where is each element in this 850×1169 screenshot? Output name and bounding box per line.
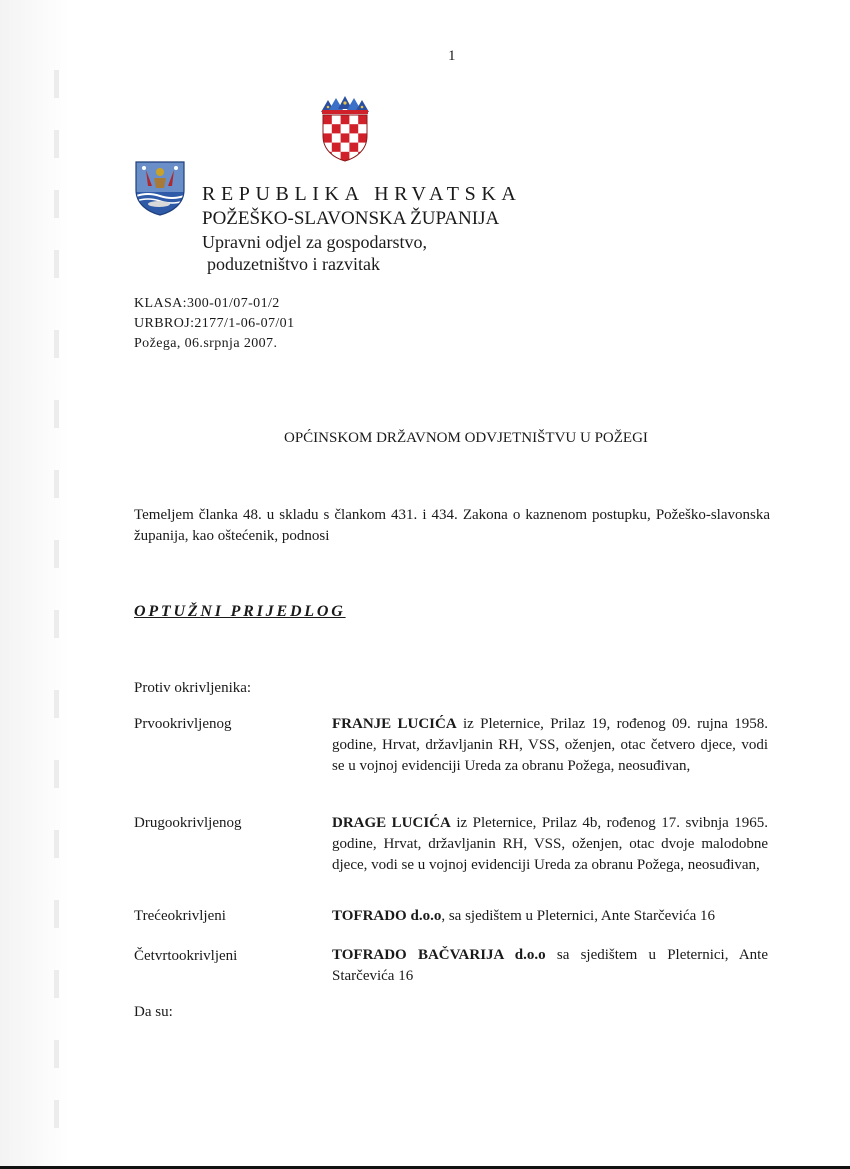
defendant-description-4 [332,945,768,987]
defendant-name-2: DRAGE LUCIĆA [332,815,451,831]
republic-heading: REPUBLIKA HRVATSKA [202,183,522,205]
urbroj-reference: URBROJ:2177/1-06-07/01 [134,316,295,331]
county-heading: POŽEŠKO-SLAVONSKA ŽUPANIJA [202,208,500,229]
defendant-description-3 [332,906,768,927]
department-line-2: poduzetništvo i razvitak [207,254,380,274]
defendant-details-1: iz Pleternice, Prilaz 19, rođenog 09. rujna 1958. godine, Hrvat, državljanin RH, VSS, oženjen, otac četvero djece, vodi se u vojnoj evidenciji Ureda za obranu Požega, neosuđivan, [332,716,769,774]
page-number: 1 [448,48,456,64]
klasa-reference: KLASA:300-01/07-01/2 [134,296,280,311]
closing-label: Da su: [134,1004,173,1020]
scan-edge-marks [54,0,62,1169]
defendant-details-4: sa sjedištem u Pleternici, Ante Starčevića 16 [332,947,769,984]
croatian-coat-of-arms-icon [318,96,372,162]
defendant-description-2 [332,813,768,876]
defendant-role-4: Četvrtookrivljeni [134,948,238,964]
place-date: Požega, 06.srpnja 2007. [134,336,278,351]
defendant-details-2: iz Pleternice, Prilaz 4b, rođenog 17. svibnja 1965. godine, Hrvat, državljanin RH, VSS, oženjen, otac dvoje malodobne djece, vodi se u vojnoj evidenciji Ureda za obranu Požega, neosuđivan, [332,815,769,873]
defendant-name-3: TOFRADO d.o.o [332,908,442,924]
defendant-role-3: Trećeokrivljeni [134,908,226,924]
defendants-heading: Protiv okrivljenika: [134,680,252,696]
pozega-slavonia-county-coat-of-arms-icon [134,160,186,216]
document-title: OPTUŽNI PRIJEDLOG [134,603,346,620]
department-line-1: Upravni odjel za gospodarstvo, [202,232,427,252]
intro-paragraph: Temeljem članka 48. u skladu s člankom 431. i 434. Zakona o kaznenom postupku, Požeško-slavonska županija, kao oštećenik, podnosi [134,507,770,544]
defendant-role-2: Drugookrivljenog [134,815,242,831]
defendant-role-1: Prvookrivljenog [134,716,232,732]
defendant-name-4: TOFRADO BAČVARIJA d.o.o [332,947,546,963]
defendant-name-1: FRANJE LUCIĆA [332,716,457,732]
defendant-details-3: , sa sjedištem u Pleternici, Ante Starčevića 16 [441,908,716,924]
defendant-description-1 [332,714,768,777]
recipient-line: OPĆINSKOM DRŽAVNOM ODVJETNIŠTVU U POŽEGI [284,430,648,446]
